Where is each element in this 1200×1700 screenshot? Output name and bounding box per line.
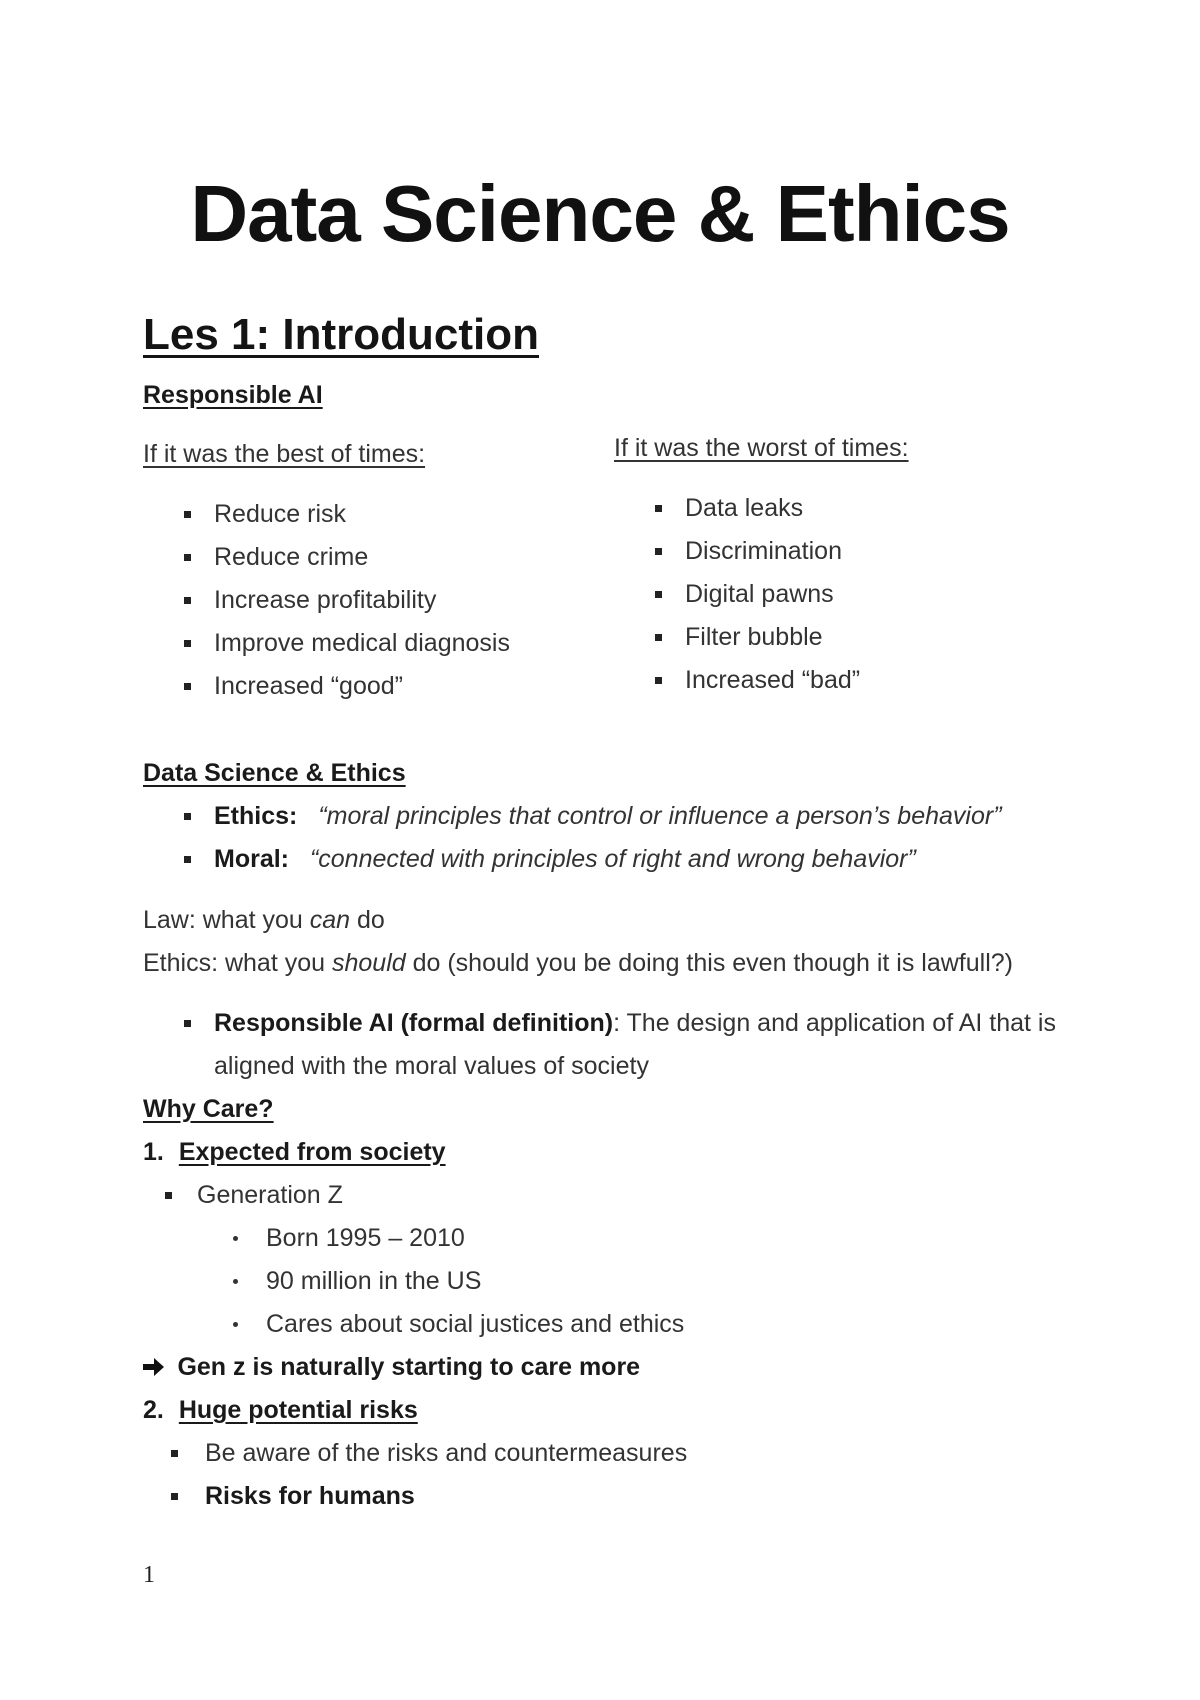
- responsible-ai-definition: Responsible AI (formal definition): The design and application of AI that is: [214, 1009, 1056, 1038]
- list-item: Increase profitability: [214, 586, 436, 615]
- worst-times-label: If it was the worst of times:: [614, 434, 909, 462]
- list-item: Increased “bad”: [685, 666, 860, 695]
- document-title: Data Science & Ethics: [190, 169, 1010, 258]
- list-item: Born 1995 – 2010: [266, 1224, 465, 1253]
- numbered-point-2: 2. Huge potential risks: [143, 1396, 418, 1424]
- list-item: Improve medical diagnosis: [214, 629, 510, 658]
- conclusion-line: Gen z is naturally starting to care more: [143, 1353, 640, 1382]
- arrow-right-icon: [143, 1357, 165, 1377]
- responsible-ai-definition-cont: aligned with the moral values of society: [214, 1052, 649, 1080]
- list-item: Increased “good”: [214, 672, 403, 701]
- list-item: Risks for humans: [205, 1482, 415, 1511]
- numbered-point-1: 1. Expected from society: [143, 1138, 446, 1166]
- section-heading-why-care: Why Care?: [143, 1095, 274, 1123]
- definition-text: “moral principles that control or influence a person’s behavior”: [318, 802, 1002, 830]
- list-item: Filter bubble: [685, 623, 823, 652]
- law-line: Law: what you can do: [143, 906, 385, 934]
- page-number: 1: [143, 1562, 155, 1588]
- definition-text: “connected with principles of right and wrong behavior”: [309, 845, 916, 873]
- best-times-label: If it was the best of times:: [143, 440, 426, 468]
- gen-z-item: Generation Z: [197, 1181, 343, 1210]
- list-item: Cares about social justices and ethics: [266, 1310, 684, 1339]
- definition-moral: [214, 845, 916, 874]
- lesson-heading: Les 1: Introduction: [143, 310, 539, 359]
- list-item: Data leaks: [685, 494, 803, 523]
- list-item: Reduce risk: [214, 500, 346, 529]
- ethics-line: Ethics: what you should do (should you be doing this even though it is lawfull?): [143, 949, 1013, 977]
- definition-ethics: [214, 802, 1002, 831]
- section-heading-responsible-ai: Responsible AI: [143, 381, 323, 409]
- list-item: Reduce crime: [214, 543, 368, 572]
- list-item: Be aware of the risks and countermeasures: [205, 1439, 687, 1468]
- list-item: 90 million in the US: [266, 1267, 481, 1296]
- list-item: Discrimination: [685, 537, 842, 566]
- section-heading-dse: Data Science & Ethics: [143, 759, 406, 787]
- list-item: Digital pawns: [685, 580, 834, 609]
- definition-term: Moral:: [214, 845, 289, 873]
- definition-term: Ethics:: [214, 802, 298, 830]
